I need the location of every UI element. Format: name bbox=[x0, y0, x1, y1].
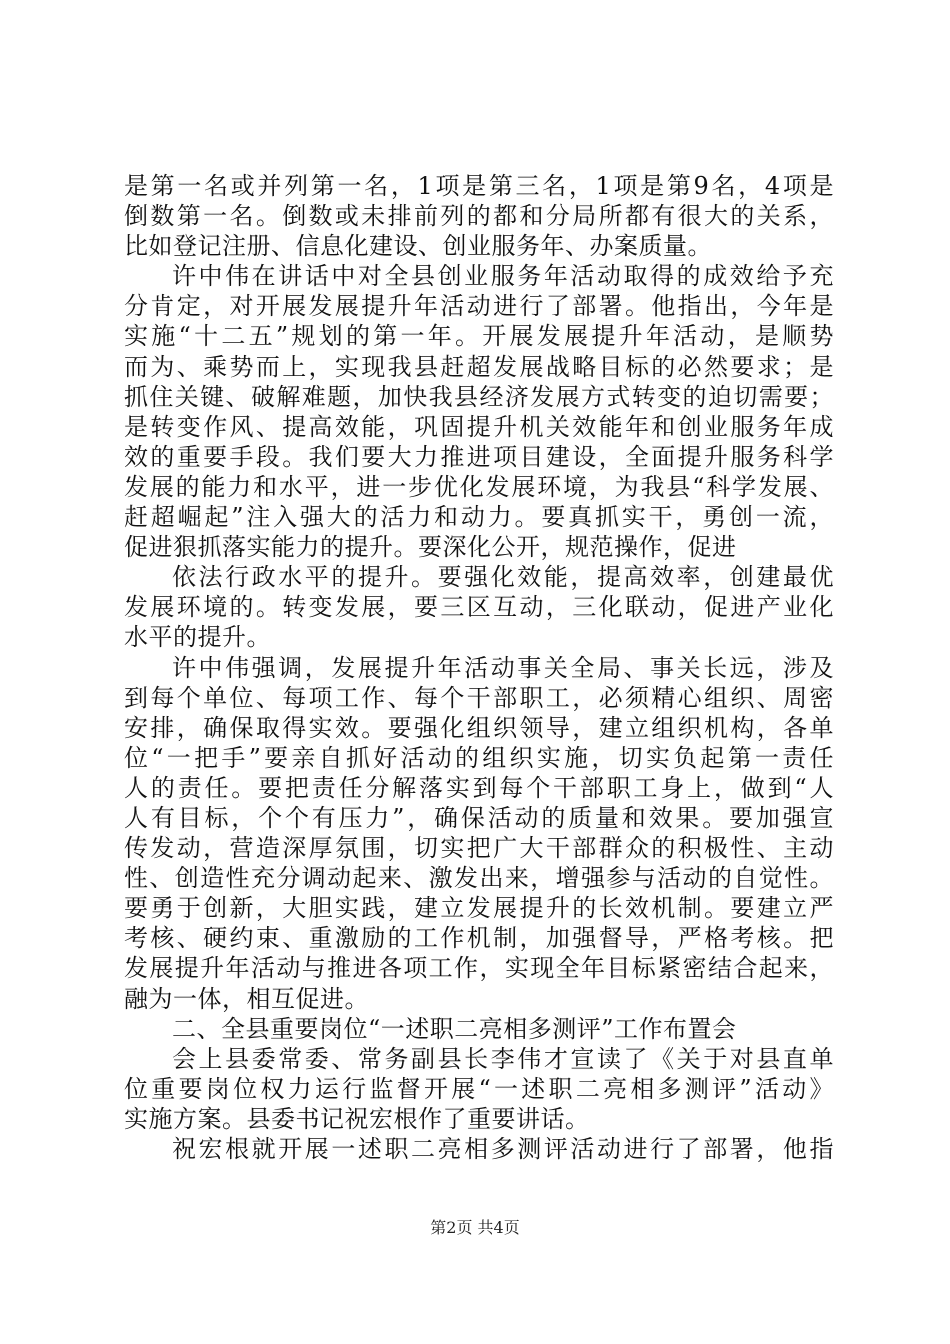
text-line: 二、全县重要岗位“一述职二亮相多测评”工作布置会 bbox=[172, 1014, 737, 1043]
text-line: 融为一体，相互促进。 bbox=[124, 984, 369, 1013]
document-body bbox=[124, 171, 834, 1164]
text-line: 传发动，营造深厚氛围，切实把广大干部群众的积极性、主动 bbox=[124, 834, 834, 863]
text-line: 水平的提升。 bbox=[124, 623, 271, 652]
text-line: 效的重要手段。我们要大力推进项目建设，全面提升服务科学 bbox=[124, 442, 834, 471]
text-line: 发展环境的。转变发展，要三区互动，三化联动，促进产业化 bbox=[124, 593, 834, 622]
text-line: 是第一名或并列第一名，1项是第三名，1项是第9名，4项是 bbox=[124, 172, 834, 200]
text-line: 倒数第一名。倒数或未排前列的都和分局所都有很大的关系， bbox=[124, 202, 834, 231]
text-line: 许中伟强调，发展提升年活动事关全局、事关长远，涉及 bbox=[172, 653, 834, 682]
text-line: 祝宏根就开展一述职二亮相多测评活动进行了部署，他指 bbox=[172, 1135, 834, 1163]
text-line: 抓住关键、破解难题，加快我县经济发展方式转变的迫切需要； bbox=[124, 382, 834, 411]
text-line: 实施方案。县委书记祝宏根作了重要讲话。 bbox=[124, 1104, 590, 1133]
text-line: 人有目标，个个有压力”，确保活动的质量和效果。要加强宣 bbox=[124, 803, 834, 832]
text-line: 会上县委常委、常务副县长李伟才宣读了《关于对县直单 bbox=[172, 1044, 834, 1073]
text-line: 促进狠抓落实能力的提升。要深化公开，规范操作，促进 bbox=[124, 533, 737, 562]
text-line: 位重要岗位权力运行监督开展“一述职二亮相多测评”活动》 bbox=[124, 1074, 834, 1103]
page-footer: 第2页 共4页 bbox=[430, 1218, 520, 1237]
text-line: 要勇于创新，大胆实践，建立发展提升的长效机制。要建立严 bbox=[124, 894, 834, 923]
text-line: 安排，确保取得实效。要强化组织领导，建立组织机构，各单 bbox=[124, 713, 834, 742]
text-line: 发展的能力和水平，进一步优化发展环境，为我县“科学发展、 bbox=[124, 472, 834, 501]
text-line: 是转变作风、提高效能，巩固提升机关效能年和创业服务年成 bbox=[124, 412, 834, 441]
text-line: 人的责任。要把责任分解落实到每个干部职工身上，做到“人 bbox=[124, 773, 834, 802]
text-line: 许中伟在讲话中对全县创业服务年活动取得的成效给予充 bbox=[172, 262, 834, 291]
text-line: 发展提升年活动与推进各项工作，实现全年目标紧密结合起来， bbox=[124, 954, 834, 983]
text-line: 赶超崛起”注入强大的活力和动力。要真抓实干，勇创一流， bbox=[124, 503, 834, 532]
text-line: 比如登记注册、信息化建设、创业服务年、办案质量。 bbox=[124, 232, 712, 261]
text-line: 而为、乘势而上，实现我县赶超发展战略目标的必然要求；是 bbox=[124, 352, 834, 381]
text-line: 性、创造性充分调动起来、激发出来，增强参与活动的自觉性。 bbox=[124, 864, 834, 893]
text-line: 依法行政水平的提升。要强化效能，提高效率，创建最优 bbox=[172, 563, 834, 592]
text-line: 考核、硬约束、重激励的工作机制，加强督导，严格考核。把 bbox=[124, 924, 834, 953]
text-line: 实施“十二五”规划的第一年。开展发展提升年活动，是顺势 bbox=[124, 322, 834, 351]
text-line: 位“一把手”要亲自抓好活动的组织实施，切实负起第一责任 bbox=[124, 743, 834, 772]
text-line: 到每个单位、每项工作、每个干部职工，必须精心组织、周密 bbox=[124, 683, 834, 712]
text-line: 分肯定，对开展发展提升年活动进行了部署。他指出，今年是 bbox=[124, 292, 834, 321]
